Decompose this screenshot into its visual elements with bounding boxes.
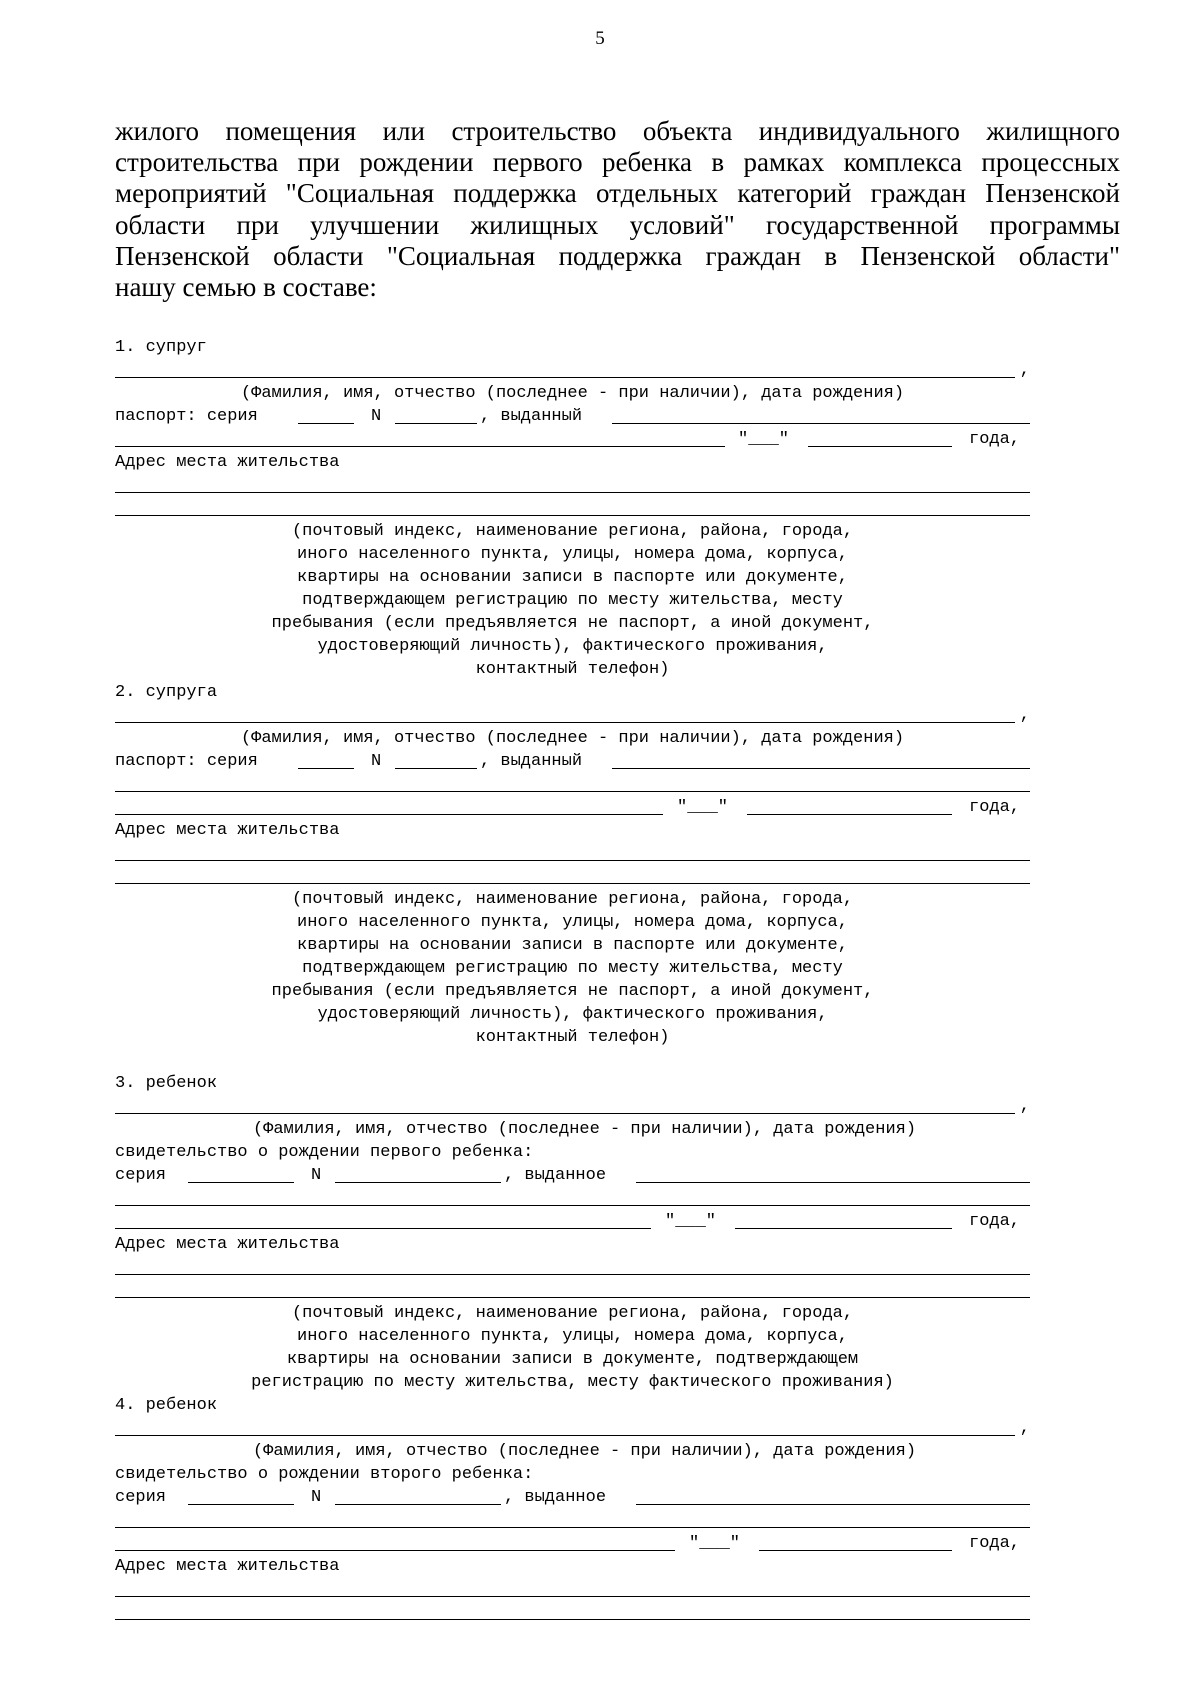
birth-cert-series-label: серия: [115, 1488, 167, 1507]
address-field[interactable]: [115, 1619, 1030, 1620]
address-field[interactable]: [115, 1274, 1030, 1275]
address-caption-line: квартиры на основании записи в документе, подтверждающем: [286, 1350, 859, 1369]
fio-caption: (Фамилия, имя, отчество (последнее - при наличии), дата рождения): [240, 384, 905, 403]
address-caption-line: удостоверяющий личность), фактического проживания,: [317, 1005, 828, 1024]
address-label: Адрес места жительства: [115, 1557, 340, 1576]
issue-month-field[interactable]: [759, 1550, 952, 1551]
address-caption-line: иного населенного пункта, улицы, номера дома, корпуса,: [297, 1327, 848, 1346]
birth-cert-series-field[interactable]: [188, 1504, 294, 1505]
issued-label: , выданное: [504, 1166, 607, 1185]
address-label: Адрес места жительства: [115, 1235, 340, 1254]
address-caption-line: иного населенного пункта, улицы, номера дома, корпуса,: [297, 545, 848, 564]
birth-cert-series-label: серия: [115, 1166, 167, 1185]
year-label: года,: [969, 1534, 1021, 1553]
passport-series-field[interactable]: [298, 423, 354, 424]
fio-caption: (Фамилия, имя, отчество (последнее - при наличии), дата рождения): [240, 729, 905, 748]
issue-date-row: [115, 1532, 1030, 1555]
member-label: 4. ребенок: [115, 1396, 218, 1415]
address-caption-line: (почтовый индекс, наименование региона, района, города,: [291, 890, 854, 909]
issued-by-field-cont[interactable]: [115, 1205, 1030, 1206]
birth-cert-number-label: N: [311, 1488, 322, 1507]
address-caption-line: иного населенного пункта, улицы, номера дома, корпуса,: [297, 913, 848, 932]
address-label: Адрес места жительства: [115, 453, 340, 472]
birth-cert-label: свидетельство о рождении первого ребенка:: [115, 1143, 534, 1162]
issued-by-field-cont[interactable]: [115, 446, 725, 447]
birth-cert-number-field[interactable]: [335, 1504, 501, 1505]
intro-line: Пензенской области "Социальная поддержка граждан в Пензенской области": [115, 240, 1120, 271]
issued-by-field-cont[interactable]: [115, 1527, 1030, 1528]
address-field[interactable]: [115, 883, 1030, 884]
issue-date-row: [115, 1210, 1030, 1233]
address-caption-line: квартиры на основании записи в паспорте или документе,: [297, 568, 848, 587]
page-number: 5: [595, 28, 605, 49]
fio-field[interactable]: [115, 1113, 1015, 1114]
intro-line: строительства при рождении первого ребенка в рамках комплекса процессных: [115, 147, 1120, 178]
issued-by-field-cont[interactable]: [115, 1228, 651, 1229]
address-field[interactable]: [115, 1297, 1030, 1298]
issued-by-field-cont[interactable]: [115, 814, 663, 815]
year-label: года,: [969, 430, 1021, 449]
address-caption-line: пребывания (если предъявляется не паспорт, а иной документ,: [271, 982, 874, 1001]
member-label: 2. супруга: [115, 683, 218, 702]
address-caption-line: контактный телефон): [475, 660, 670, 679]
intro-line: области при улучшении жилищных условий" государственной программы: [115, 209, 1120, 240]
issued-by-field-cont[interactable]: [115, 1550, 675, 1551]
address-caption-line: квартиры на основании записи в паспорте или документе,: [297, 936, 848, 955]
passport-row: [115, 750, 1030, 773]
passport-number-field[interactable]: [395, 423, 477, 424]
address-field[interactable]: [115, 515, 1030, 516]
address-caption-line: пребывания (если предъявляется не паспорт, а иной документ,: [271, 614, 874, 633]
fio-line-row: ,: [115, 1417, 1030, 1440]
issue-month-field[interactable]: [808, 446, 952, 447]
address-field[interactable]: [115, 860, 1030, 861]
issued-by-field[interactable]: [612, 423, 1030, 424]
fio-field[interactable]: [115, 722, 1015, 723]
member-label: 1. супруг: [115, 338, 207, 357]
issued-by-field[interactable]: [636, 1504, 1030, 1505]
issue-day-field[interactable]: "___": [738, 430, 790, 449]
passport-row: [115, 405, 1030, 428]
issued-by-field[interactable]: [636, 1182, 1030, 1183]
member-section-wife: [115, 681, 1030, 1049]
birth-cert-row: [115, 1164, 1030, 1187]
member-label: 3. ребенок: [115, 1074, 218, 1093]
fio-field[interactable]: [115, 1435, 1015, 1436]
issue-month-field[interactable]: [747, 814, 952, 815]
issue-date-row: [115, 428, 1030, 451]
issued-label: , выданное: [504, 1488, 607, 1507]
birth-cert-series-field[interactable]: [188, 1182, 294, 1183]
passport-series-label: паспорт: серия: [115, 407, 258, 426]
passport-series-label: паспорт: серия: [115, 752, 258, 771]
birth-cert-row: [115, 1486, 1030, 1509]
address-caption-line: удостоверяющий личность), фактического проживания,: [317, 637, 828, 656]
issue-day-field[interactable]: "___": [689, 1534, 741, 1553]
intro-line: мероприятий "Социальная поддержка отдельных категорий граждан Пензенской: [115, 178, 1120, 209]
address-field[interactable]: [115, 1596, 1030, 1597]
issued-label: , выданный: [480, 752, 583, 771]
fio-line-row: ,: [115, 1095, 1030, 1118]
address-caption-line: подтверждающем регистрацию по месту жительства, месту: [302, 959, 843, 978]
fio-caption: (Фамилия, имя, отчество (последнее - при наличии), дата рождения): [252, 1442, 917, 1461]
year-label: года,: [969, 798, 1021, 817]
issue-day-field[interactable]: "___": [677, 798, 729, 817]
intro-paragraph: [115, 116, 1120, 303]
intro-line: жилого помещения или строительство объекта индивидуального жилищного: [115, 116, 1120, 146]
member-section-first-child: [115, 1072, 1030, 1394]
fio-line-row: ,: [115, 704, 1030, 727]
issue-day-field[interactable]: "___": [665, 1212, 717, 1231]
issued-by-field-cont[interactable]: [115, 791, 1030, 792]
address-caption-line: регистрацию по месту жительства, месту фактического проживания): [251, 1373, 894, 1392]
birth-cert-number-label: N: [311, 1166, 322, 1185]
passport-series-field[interactable]: [298, 768, 354, 769]
passport-number-field[interactable]: [395, 768, 477, 769]
member-section-husband: [115, 336, 1030, 681]
fio-caption: (Фамилия, имя, отчество (последнее - при наличии), дата рождения): [252, 1120, 917, 1139]
issue-date-row: [115, 796, 1030, 819]
passport-number-label: N: [371, 407, 382, 426]
member-section-second-child: [115, 1394, 1030, 1624]
passport-number-label: N: [371, 752, 382, 771]
issued-label: , выданный: [480, 407, 583, 426]
issued-by-field[interactable]: [612, 768, 1030, 769]
birth-cert-number-field[interactable]: [335, 1182, 501, 1183]
fio-line-row: ,: [115, 359, 1030, 382]
address-caption-line: подтверждающем регистрацию по месту жительства, месту: [302, 591, 843, 610]
address-caption-line: контактный телефон): [475, 1028, 670, 1047]
year-label: года,: [969, 1212, 1021, 1231]
birth-cert-label: свидетельство о рождении второго ребенка:: [115, 1465, 534, 1484]
address-label: Адрес места жительства: [115, 821, 340, 840]
fio-field[interactable]: [115, 377, 1015, 378]
address-caption-line: (почтовый индекс, наименование региона, района, города,: [291, 522, 854, 541]
intro-line: нашу семью в составе:: [115, 272, 377, 303]
issue-month-field[interactable]: [735, 1228, 952, 1229]
address-field[interactable]: [115, 492, 1030, 493]
address-caption-line: (почтовый индекс, наименование региона, района, города,: [291, 1304, 854, 1323]
